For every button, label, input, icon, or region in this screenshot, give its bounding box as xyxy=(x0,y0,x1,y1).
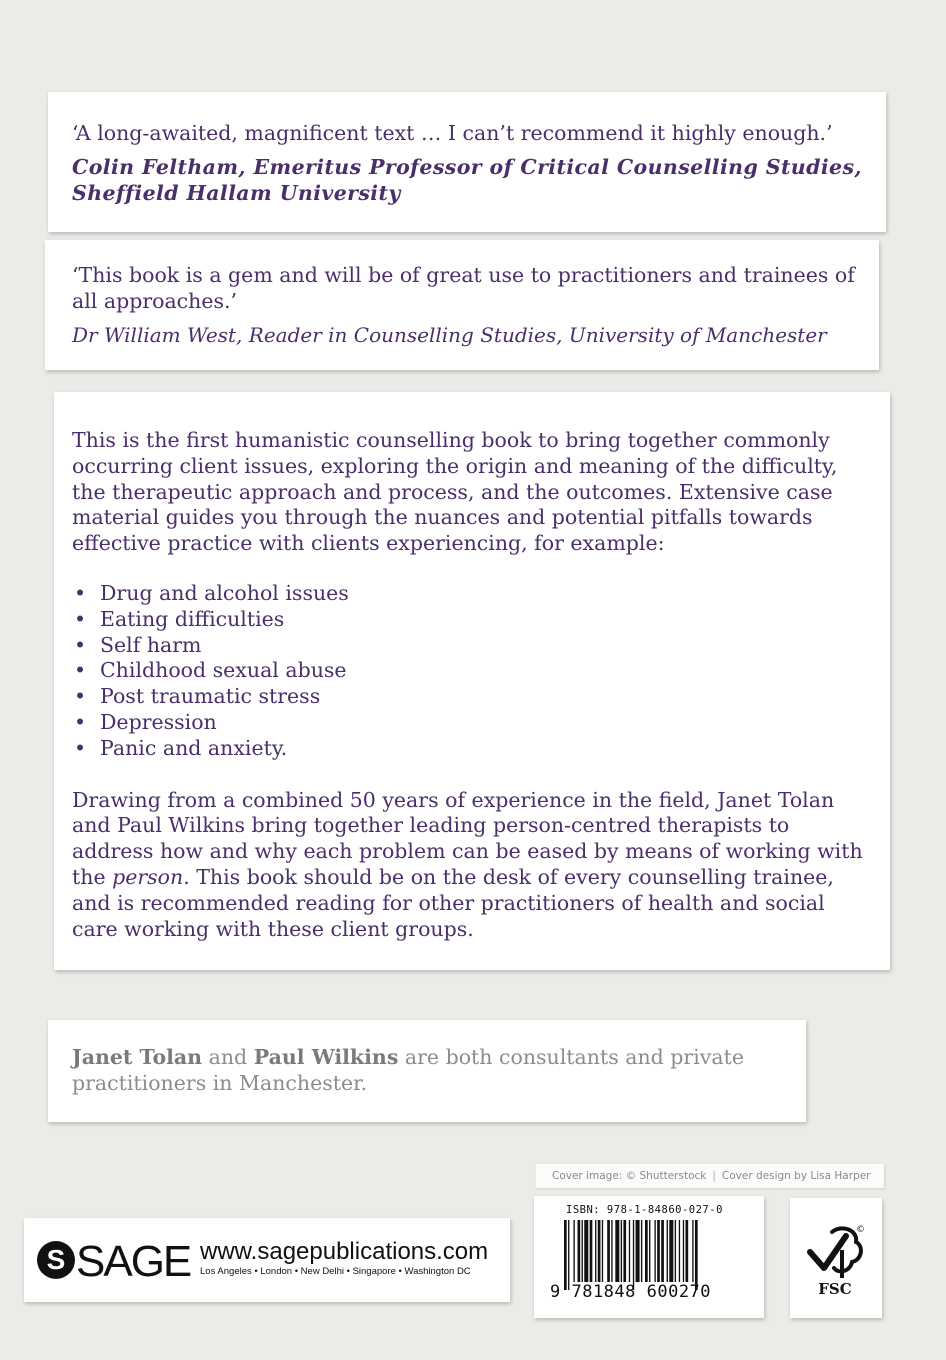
sage-logo-icon xyxy=(36,1238,194,1282)
quote-card-west xyxy=(45,240,879,370)
author-name-1: Janet Tolan xyxy=(72,1045,203,1069)
barcode-bar xyxy=(675,1220,676,1282)
barcode-bar xyxy=(595,1220,596,1282)
list-item: • Drug and alcohol issues xyxy=(72,581,864,607)
author-connector: and xyxy=(208,1045,248,1069)
closing-emphasis: person xyxy=(112,864,184,889)
authors-card xyxy=(48,1020,806,1122)
publisher-cities: Los Angeles • London • New Delhi • Singapore • Washington DC xyxy=(200,1266,471,1277)
barcode-bar xyxy=(598,1220,601,1282)
barcode-bar xyxy=(692,1220,693,1282)
cover-image-credit: Cover image: © Shutterstock xyxy=(552,1170,707,1182)
barcode-bar xyxy=(568,1220,569,1290)
barcode-bar xyxy=(578,1220,581,1282)
fsc-registered-mark: © xyxy=(856,1225,865,1235)
list-item: • Panic and anxiety. xyxy=(72,736,864,762)
barcode-bar xyxy=(633,1220,634,1290)
barcode-bar xyxy=(636,1220,640,1282)
cover-design-credit: Cover design by Lisa Harper xyxy=(721,1170,871,1182)
list-item: • Eating difficulties xyxy=(72,607,864,633)
barcode-bar xyxy=(641,1220,642,1282)
barcode-bar xyxy=(686,1220,689,1282)
barcode-bar xyxy=(621,1220,622,1282)
description-closing xyxy=(72,788,864,943)
barcode-bar xyxy=(683,1220,684,1282)
svg-text:S: S xyxy=(46,1244,66,1275)
barcode-icon xyxy=(564,1220,748,1290)
issues-list xyxy=(72,581,864,762)
quote-text: ‘This book is a gem and will be of great use to practitioners and trainees of all approaches.’ xyxy=(72,263,855,313)
attribution-line-1: Colin Feltham, Emeritus Professor of Critical Counselling Studies, xyxy=(72,155,862,179)
description-intro: This is the first humanistic counselling book to bring together commonly occurring client issues, exploring the origin and meaning of the difficulty, the therapeutic approach and process, and the outcomes. Extensive case material guides you through the nuances and potential pitfalls towards effective practice with clients experiencing, for example: xyxy=(72,428,838,556)
cover-credits: Cover image: © Shutterstock | Cover design by Lisa Harper xyxy=(536,1164,884,1188)
barcode-bar xyxy=(679,1220,680,1282)
barcode-bar xyxy=(669,1220,673,1282)
barcode-bar xyxy=(611,1220,612,1282)
barcode-bar xyxy=(654,1220,655,1282)
attribution-line-2: Sheffield Hallam University xyxy=(72,181,401,205)
barcode-bar xyxy=(645,1220,648,1282)
publisher-card xyxy=(24,1218,510,1302)
sage-logo-text: SAGE xyxy=(76,1238,191,1282)
barcode-bar xyxy=(584,1220,588,1282)
quote-attribution: Dr William West, Reader in Counselling Studies, University of Manchester xyxy=(72,323,827,347)
fsc-card xyxy=(790,1198,882,1318)
barcode-bar xyxy=(564,1220,567,1290)
barcode-bar xyxy=(695,1220,698,1290)
barcode-digits: 9 781848 600270 xyxy=(550,1282,712,1302)
quote-attribution xyxy=(72,154,862,206)
closing-part-2: . This book should be on the desk of every counselling trainee, and is recommended reading for other practitioners of health and social care working with these client groups. xyxy=(72,864,834,941)
barcode-bar xyxy=(661,1220,664,1282)
barcode-bar xyxy=(573,1220,574,1282)
author-name-2: Paul Wilkins xyxy=(253,1045,399,1069)
list-item: • Post traumatic stress xyxy=(72,684,864,710)
quote-text: ‘A long-awaited, magnificent text … I can’t recommend it highly enough.’ xyxy=(72,121,833,145)
closing-part-1: Drawing from a combined 50 years of experience in the field, Janet Tolan and Paul Wilkins bring together leading person-centred therapists to address how and why each problem can be eased by means of working with the xyxy=(72,787,863,889)
authors-bio: are both consultants and private practitioners in Manchester. xyxy=(72,1045,744,1095)
description-card xyxy=(54,392,890,970)
barcode-bar xyxy=(623,1220,626,1282)
barcode-bar xyxy=(607,1220,610,1282)
barcode-bar xyxy=(602,1220,603,1282)
list-item: • Self harm xyxy=(72,633,864,659)
fsc-tree-checkmark-icon xyxy=(802,1222,868,1298)
list-item: • Depression xyxy=(72,710,864,736)
barcode-bar xyxy=(582,1220,583,1282)
list-item: • Childhood sexual abuse xyxy=(72,658,864,684)
barcode-card xyxy=(534,1196,764,1318)
isbn-label: ISBN: 978-1-84860-027-0 xyxy=(566,1204,723,1216)
barcode-bar xyxy=(615,1220,619,1282)
barcode-bar xyxy=(590,1220,593,1282)
barcode-bar xyxy=(649,1220,650,1282)
publisher-url[interactable]: www.sagepublications.com xyxy=(200,1238,489,1265)
quote-card-feltham xyxy=(48,92,886,232)
barcode-bar xyxy=(657,1220,660,1282)
fsc-label: FSC xyxy=(818,1280,852,1298)
barcode-bar xyxy=(629,1220,630,1282)
barcode-bar xyxy=(667,1220,668,1282)
